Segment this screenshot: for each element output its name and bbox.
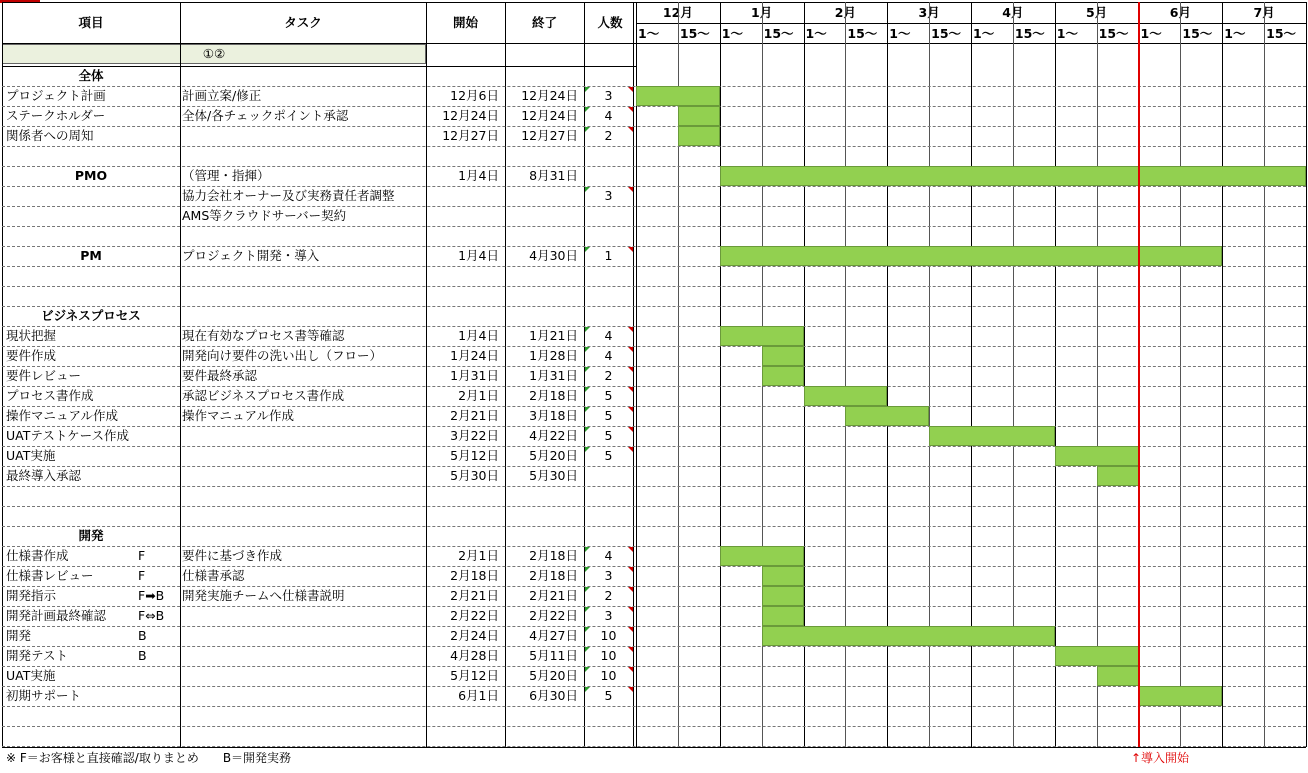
comment-marker — [585, 127, 590, 132]
people-count[interactable]: 4 — [604, 348, 613, 363]
task-item-name[interactable]: 開発指示 — [6, 588, 57, 603]
people-count[interactable]: 3 — [604, 188, 613, 203]
task-item-name[interactable]: UAT実施 — [6, 448, 56, 463]
gantt-col-line — [1097, 2, 1098, 747]
end-date[interactable]: 2月18日 — [529, 548, 578, 563]
gantt-bar[interactable] — [762, 606, 804, 626]
start-date[interactable]: 12月27日 — [442, 128, 499, 143]
start-date[interactable]: 5月30日 — [450, 468, 499, 483]
gantt-col-line — [1180, 2, 1181, 747]
task-item-name[interactable]: 最終導入承認 — [6, 468, 82, 483]
comment-marker — [628, 587, 633, 592]
section-header: 開発 — [78, 528, 104, 543]
end-date[interactable]: 2月21日 — [529, 588, 578, 603]
row-divider — [2, 746, 1306, 747]
people-count[interactable]: 5 — [604, 388, 613, 403]
gantt-left-border-a — [633, 2, 634, 747]
header-item[interactable]: 項目 — [78, 15, 104, 30]
start-date[interactable]: 2月1日 — [458, 548, 499, 563]
gantt-bar[interactable] — [762, 626, 1055, 646]
task-item-name[interactable]: 開発計画最終確認 — [6, 608, 107, 623]
gantt-bar[interactable] — [762, 346, 804, 366]
header-start[interactable]: 開始 — [452, 15, 478, 30]
comment-marker — [628, 247, 633, 252]
task-description[interactable]: 開発実施チームへ仕様書説明 — [182, 588, 345, 603]
end-date[interactable]: 4月30日 — [529, 248, 578, 263]
end-date[interactable]: 5月30日 — [529, 468, 578, 483]
people-count[interactable]: 2 — [604, 368, 613, 383]
comment-marker — [585, 347, 590, 352]
half-month-header: 15～ — [763, 26, 794, 41]
task-description[interactable]: 承認ビジネスプロセス書作成 — [182, 388, 345, 403]
people-count[interactable]: 5 — [604, 448, 613, 463]
end-date[interactable]: 5月20日 — [529, 448, 578, 463]
end-date[interactable]: 3月18日 — [529, 408, 578, 423]
comment-marker — [628, 347, 633, 352]
comment-marker — [628, 607, 633, 612]
half-month-header: 15～ — [1182, 26, 1213, 41]
task-item-name[interactable]: 開発 — [6, 628, 32, 643]
half-month-header: 1～ — [889, 26, 911, 41]
comment-marker — [585, 447, 590, 452]
row-divider — [2, 126, 1306, 127]
row-divider — [2, 306, 1306, 307]
header-end[interactable]: 終了 — [531, 15, 557, 30]
half-month-header: 15～ — [931, 26, 962, 41]
start-date[interactable]: 3月22日 — [450, 428, 499, 443]
start-date[interactable]: 5月12日 — [450, 448, 499, 463]
start-date[interactable]: 2月1日 — [458, 388, 499, 403]
task-description[interactable]: 操作マニュアル作成 — [182, 408, 295, 423]
task-item-name[interactable]: UATテストケース作成 — [6, 428, 129, 443]
half-month-header: 1～ — [805, 26, 827, 41]
people-count[interactable]: 1 — [604, 248, 613, 263]
task-item-name[interactable]: 仕様書作成 — [6, 548, 69, 563]
task-description[interactable]: 仕様書承認 — [182, 568, 245, 583]
start-date[interactable]: 2月21日 — [450, 408, 499, 423]
comment-marker — [585, 647, 590, 652]
half-month-header: 1～ — [973, 26, 995, 41]
half-month-header: 1～ — [1056, 26, 1078, 41]
gantt-bar[interactable] — [804, 386, 888, 406]
half-month-header: 15～ — [679, 26, 710, 41]
comment-marker — [628, 427, 633, 432]
role-tag: B — [138, 628, 147, 643]
end-date[interactable]: 1月28日 — [529, 348, 578, 363]
task-item-name[interactable]: 開発テスト — [6, 648, 69, 663]
comment-marker — [628, 327, 633, 332]
task-item-name[interactable]: UAT実施 — [6, 668, 56, 683]
gantt-bar[interactable] — [678, 106, 720, 126]
task-description[interactable]: 計画立案/修正 — [182, 88, 262, 103]
column-border-0 — [2, 2, 3, 747]
section-header: PM — [80, 248, 102, 263]
gantt-bar[interactable] — [1055, 446, 1139, 466]
column-border-5 — [1306, 2, 1307, 747]
start-date[interactable]: 4月28日 — [450, 648, 499, 663]
phase-label: ①② — [202, 46, 226, 61]
gantt-bar[interactable] — [762, 566, 804, 586]
end-date[interactable]: 12月24日 — [521, 108, 578, 123]
comment-marker — [628, 667, 633, 672]
month-header-4: 3月 — [918, 5, 940, 20]
end-date[interactable]: 12月27日 — [521, 128, 578, 143]
gantt-bar[interactable] — [929, 426, 1055, 446]
comment-marker — [585, 627, 590, 632]
row-divider — [2, 226, 1306, 227]
start-date[interactable]: 1月4日 — [458, 328, 499, 343]
people-count[interactable]: 3 — [604, 568, 613, 583]
header-task[interactable]: タスク — [284, 15, 322, 30]
task-item-name[interactable]: 仕様書レビュー — [6, 568, 94, 583]
people-count[interactable]: 3 — [604, 88, 613, 103]
row-divider — [2, 486, 1306, 487]
people-count[interactable]: 4 — [604, 108, 613, 123]
row-divider — [2, 726, 1306, 727]
people-count[interactable]: 5 — [604, 428, 613, 443]
comment-marker — [585, 107, 590, 112]
role-tag: F — [138, 568, 146, 583]
role-tag: F⇔B — [138, 608, 165, 623]
role-tag: F➡B — [138, 588, 165, 603]
comment-marker — [628, 567, 633, 572]
gantt-bar[interactable] — [636, 86, 720, 106]
gantt-col-line — [1222, 2, 1223, 747]
comment-marker — [628, 447, 633, 452]
half-month-header: 1～ — [638, 26, 660, 41]
comment-marker — [585, 367, 590, 372]
row-divider — [2, 626, 1306, 627]
end-date[interactable]: 12月24日 — [521, 88, 578, 103]
legend-footnote: ※ F＝お客様と直接確認/取りまとめ B＝開発実務 — [6, 751, 292, 765]
row-divider — [2, 686, 1306, 687]
gantt-bar[interactable] — [720, 246, 1223, 266]
comment-marker — [628, 387, 633, 392]
people-count[interactable]: 10 — [600, 628, 617, 643]
half-month-header: 15～ — [1266, 26, 1297, 41]
gantt-bar[interactable] — [720, 546, 804, 566]
half-month-header: 15～ — [1014, 26, 1045, 41]
gantt-bar[interactable] — [1055, 646, 1139, 666]
task-description[interactable]: 協力会社オーナー及び実務責任者調整 — [182, 188, 395, 203]
comment-marker — [585, 607, 590, 612]
task-item-name[interactable]: プロセス書作成 — [6, 388, 94, 403]
comment-marker — [585, 187, 590, 192]
end-date[interactable]: 2月18日 — [529, 568, 578, 583]
gantt-col-line — [1264, 2, 1265, 747]
task-item-name[interactable]: プロジェクト計画 — [6, 88, 106, 103]
start-date[interactable]: 6月1日 — [458, 688, 499, 703]
comment-marker — [585, 407, 590, 412]
month-header-5: 4月 — [1002, 5, 1024, 20]
gantt-bar[interactable] — [762, 586, 804, 606]
row-divider — [2, 606, 1306, 607]
start-date[interactable]: 1月24日 — [450, 348, 499, 363]
comment-marker — [585, 687, 590, 692]
end-date[interactable]: 4月27日 — [529, 628, 578, 643]
comment-marker — [628, 687, 633, 692]
end-date[interactable]: 1月21日 — [529, 328, 578, 343]
comment-marker — [585, 427, 590, 432]
month-header-3: 2月 — [834, 5, 856, 20]
end-date[interactable]: 2月22日 — [529, 608, 578, 623]
people-count[interactable]: 2 — [604, 588, 613, 603]
gantt-left-border-b — [636, 2, 637, 747]
end-date[interactable]: 2月18日 — [529, 388, 578, 403]
start-date[interactable]: 12月6日 — [450, 88, 499, 103]
go-live-marker — [1138, 2, 1140, 747]
month-header-8: 7月 — [1253, 5, 1275, 20]
comment-marker — [628, 367, 633, 372]
comment-marker — [628, 407, 633, 412]
half-month-header: 15～ — [1098, 26, 1129, 41]
start-date[interactable]: 2月21日 — [450, 588, 499, 603]
gantt-col-line — [720, 2, 721, 747]
start-date[interactable]: 2月18日 — [450, 568, 499, 583]
gantt-bar[interactable] — [720, 166, 1306, 186]
comment-marker — [628, 547, 633, 552]
month-header-6: 5月 — [1086, 5, 1108, 20]
start-date[interactable]: 2月22日 — [450, 608, 499, 623]
end-date[interactable]: 1月31日 — [529, 368, 578, 383]
task-description[interactable]: 要件最終承認 — [182, 368, 258, 383]
section-header: PMO — [74, 168, 108, 183]
comment-marker — [585, 87, 590, 92]
start-date[interactable]: 5月12日 — [450, 668, 499, 683]
gantt-bar[interactable] — [720, 326, 804, 346]
gantt-bar[interactable] — [845, 406, 929, 426]
task-item-name[interactable]: 操作マニュアル作成 — [6, 408, 119, 423]
start-date[interactable]: 1月4日 — [458, 168, 499, 183]
people-count[interactable]: 3 — [604, 608, 613, 623]
task-item-name[interactable]: ステークホルダー — [6, 108, 106, 123]
row-divider — [2, 146, 1306, 147]
start-date[interactable]: 12月24日 — [442, 108, 499, 123]
end-date[interactable]: 5月20日 — [529, 668, 578, 683]
task-description[interactable]: 要件に基づき作成 — [182, 548, 283, 563]
row-divider — [2, 706, 1306, 707]
half-month-header: 1～ — [1224, 26, 1246, 41]
month-header-7: 6月 — [1169, 5, 1191, 20]
task-item-name[interactable]: 現状把握 — [6, 328, 57, 343]
comment-marker — [585, 327, 590, 332]
people-count[interactable]: 2 — [604, 128, 613, 143]
comment-marker — [585, 567, 590, 572]
people-count[interactable]: 4 — [604, 548, 613, 563]
section-header: ビジネスプロセス — [41, 308, 141, 323]
task-description[interactable]: 現在有効なプロセス書等確認 — [182, 328, 345, 343]
people-count[interactable]: 10 — [600, 648, 617, 663]
month-header-1: 12月 — [662, 5, 693, 20]
people-count[interactable]: 5 — [604, 688, 613, 703]
gantt-bar[interactable] — [678, 126, 720, 146]
task-item-name[interactable]: 要件レビュー — [6, 368, 82, 383]
comment-marker — [628, 627, 633, 632]
start-date[interactable]: 1月31日 — [450, 368, 499, 383]
comment-marker — [628, 647, 633, 652]
end-date[interactable]: 5月11日 — [529, 648, 578, 663]
task-description[interactable]: プロジェクト開発・導入 — [182, 248, 320, 263]
people-count[interactable]: 5 — [604, 408, 613, 423]
row-divider — [2, 426, 1306, 427]
task-item-name[interactable]: 要件作成 — [6, 348, 57, 363]
row-divider — [2, 266, 1306, 267]
gantt-bar[interactable] — [1139, 686, 1223, 706]
go-live-label: ↑導入開始 — [1131, 751, 1190, 765]
role-tag: F — [138, 548, 146, 563]
people-count[interactable]: 10 — [600, 668, 617, 683]
half-month-header: 15～ — [847, 26, 878, 41]
sheet-bottom-border — [2, 747, 1306, 748]
phase-row[interactable] — [2, 44, 426, 64]
half-month-header: 1～ — [1140, 26, 1162, 41]
comment-marker — [628, 107, 633, 112]
task-item-name[interactable]: 初期サポート — [6, 688, 82, 703]
comment-marker — [585, 247, 590, 252]
end-date[interactable]: 8月31日 — [529, 168, 578, 183]
comment-marker — [585, 387, 590, 392]
gantt-bar[interactable] — [1097, 666, 1139, 686]
people-count[interactable]: 4 — [604, 328, 613, 343]
role-tag: B — [138, 648, 147, 663]
comment-marker — [585, 667, 590, 672]
gantt-col-line — [1055, 2, 1056, 747]
month-header-2: 1月 — [751, 5, 773, 20]
task-description[interactable]: 全体/各チェックポイント承認 — [182, 108, 349, 123]
start-date[interactable]: 1月4日 — [458, 248, 499, 263]
section-header: 全体 — [78, 68, 104, 83]
row-divider — [2, 286, 1306, 287]
gantt-bar[interactable] — [762, 366, 804, 386]
task-description[interactable]: AMS等クラウドサーバー契約 — [182, 208, 347, 223]
header-people[interactable]: 人数 — [597, 15, 623, 30]
end-date[interactable]: 6月30日 — [529, 688, 578, 703]
comment-marker — [628, 127, 633, 132]
task-description[interactable]: 開発向け要件の洗い出し（フロー） — [182, 348, 383, 363]
row-divider — [2, 506, 1306, 507]
task-description[interactable]: （管理・指揮） — [182, 168, 270, 183]
comment-marker — [628, 87, 633, 92]
comment-marker — [585, 587, 590, 592]
task-item-name[interactable]: 関係者への周知 — [6, 128, 94, 143]
column-border-1 — [180, 2, 181, 747]
comment-marker — [585, 547, 590, 552]
start-date[interactable]: 2月24日 — [450, 628, 499, 643]
row-divider — [2, 526, 1306, 527]
gantt-bar[interactable] — [1097, 466, 1139, 486]
end-date[interactable]: 4月22日 — [529, 428, 578, 443]
comment-marker — [628, 187, 633, 192]
half-month-header: 1～ — [721, 26, 743, 41]
